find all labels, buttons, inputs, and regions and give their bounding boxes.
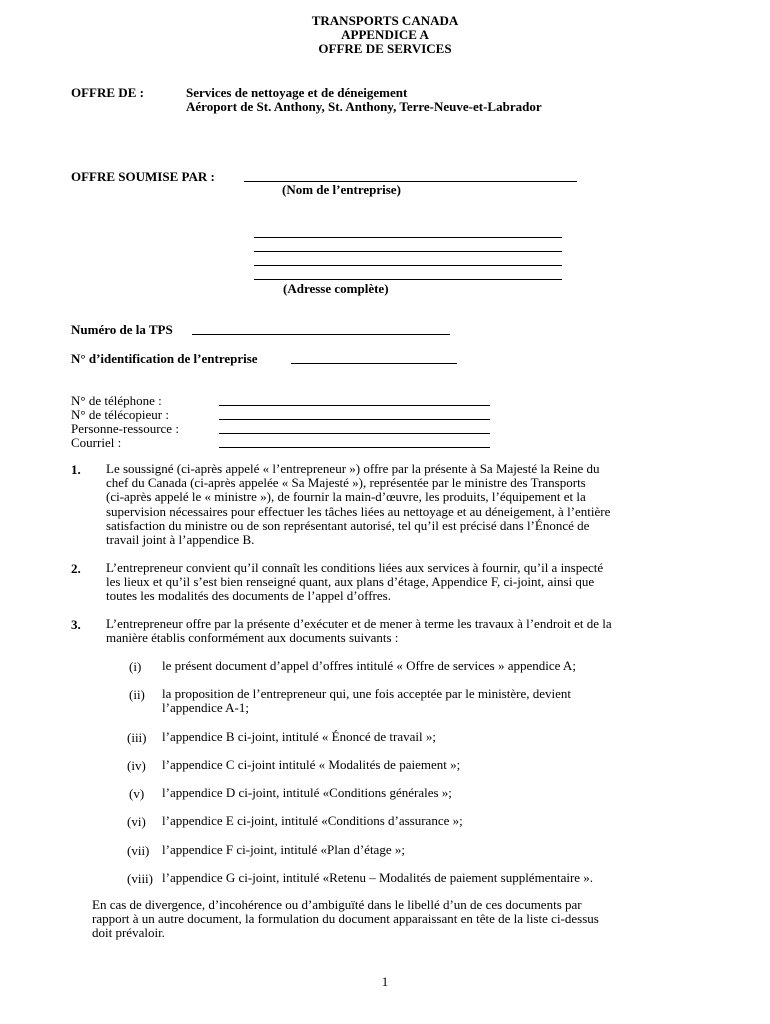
company-id-line[interactable] <box>291 363 457 364</box>
header-line-3: OFFRE DE SERVICES <box>318 41 452 56</box>
section-1-line: supervision nécessaires pour effectuer les tâches liées au nettoyage et au déneigement, à l’entière <box>106 503 611 519</box>
section-2-number: 2. <box>71 561 81 576</box>
offer-label: OFFRE DE : <box>71 85 144 100</box>
section-1-line: Le soussigné (ci-après appelé « l’entrepreneur ») offre par la présente à Sa Majesté la Reine du <box>106 461 600 476</box>
item-iv-text: l’appendice C ci-joint intitulé « Modalités de paiement »; <box>162 757 461 772</box>
section-3-line: L’entrepreneur offre par la présente d’exécuter et de mener à terme les travaux à l’endroit et de la <box>106 616 612 631</box>
phone-line[interactable] <box>219 405 490 406</box>
address-line-4[interactable] <box>254 279 562 280</box>
item-viii-number: (viii) <box>127 871 153 886</box>
tps-label: Numéro de la TPS <box>71 322 173 337</box>
item-vii-text: l’appendice F ci-joint, intitulé «Plan d’étage »; <box>162 842 405 857</box>
item-i-text: le présent document d’appel d’offres intitulé « Offre de services » appendice A; <box>162 658 576 673</box>
email-label: Courriel : <box>71 435 122 450</box>
section-3-line: manière établis conformément aux documents suivants : <box>106 630 399 646</box>
page-number: 1 <box>381 974 389 989</box>
section-2-text <box>106 561 603 604</box>
address-line-3[interactable] <box>254 265 562 266</box>
offer-line-1: Services de nettoyage et de déneigement <box>186 85 408 100</box>
section-1-line: (ci-après appelé le « ministre »), de fournir la main-d’œuvre, les produits, l’équipement et la <box>106 489 586 505</box>
fax-label: N° de télécopieur : <box>71 407 169 422</box>
closing-line: doit prévaloir. <box>92 925 165 941</box>
closing-line: En cas de divergence, d’incohérence ou d’ambiguïté dans le libellé d’un de ces documents par <box>92 897 582 912</box>
section-2-line: L’entrepreneur convient qu’il connaît les conditions liées aux services à fournir, qu’il a inspecté <box>106 560 604 575</box>
email-line[interactable] <box>219 447 490 448</box>
item-ii-line: l’appendice A-1; <box>162 700 249 716</box>
item-iii-text: l’appendice B ci-joint, intitulé « Énoncé de travail »; <box>162 729 436 744</box>
section-2-line: les lieux et qu’il s’est bien renseigné quant, aux plans d’étage, Appendice F, ci-joint, ainsi que <box>106 574 595 590</box>
address-line-1[interactable] <box>254 237 562 238</box>
contact-person-label: Personne-ressource : <box>71 421 179 436</box>
section-1-number: 1. <box>71 462 81 477</box>
address-line-2[interactable] <box>254 251 562 252</box>
section-2-line: toutes les modalités des documents de l’appel d’offres. <box>106 588 391 604</box>
section-3-number: 3. <box>71 617 81 632</box>
company-id-label: N° d’identification de l’entreprise <box>71 351 258 366</box>
section-1-line: travail joint à l’appendice B. <box>106 532 255 548</box>
tps-line[interactable] <box>192 334 450 335</box>
closing-paragraph <box>92 898 599 941</box>
section-1-line: chef du Canada (ci-après appelée « Sa Majesté »), représentée par le ministre des Transports <box>106 475 586 491</box>
item-ii-number: (ii) <box>129 687 145 702</box>
item-ii-line: la proposition de l’entrepreneur qui, une fois acceptée par le ministère, devient <box>162 686 571 701</box>
company-name-caption: (Nom de l’entreprise) <box>282 182 401 197</box>
header-line-1: TRANSPORTS CANADA <box>311 13 459 28</box>
item-vi-number: (vi) <box>127 814 146 829</box>
section-3-text <box>106 617 612 645</box>
item-iv-number: (iv) <box>127 758 146 773</box>
section-1-line: satisfaction du ministre ou de son représentant autorisé, tel qu’il est précisé dans l’Énoncé de <box>106 517 590 533</box>
item-ii-text <box>162 687 571 715</box>
item-vi-text: l’appendice E ci-joint, intitulé «Conditions d’assurance »; <box>162 813 463 828</box>
doc-header <box>0 14 770 56</box>
phone-label: N° de téléphone : <box>71 393 162 408</box>
item-i-number: (i) <box>129 659 142 674</box>
item-v-number: (v) <box>129 786 145 801</box>
header-line-2: APPENDICE A <box>341 27 429 42</box>
item-iii-number: (iii) <box>127 730 147 745</box>
closing-line: rapport à un autre document, la formulation du document apparaissant en tête de la liste ci-dessus <box>92 911 599 927</box>
item-vii-number: (vii) <box>127 843 150 858</box>
submitted-label: OFFRE SOUMISE PAR : <box>71 169 215 184</box>
item-v-text: l’appendice D ci-joint, intitulé «Conditions générales »; <box>162 785 452 800</box>
section-1-text <box>106 462 610 547</box>
contact-person-line[interactable] <box>219 433 490 434</box>
offer-line-2: Aéroport de St. Anthony, St. Anthony, Terre-Neuve-et-Labrador <box>186 99 542 114</box>
item-viii-text: l’appendice G ci-joint, intitulé «Retenu – Modalités de paiement supplémentaire ». <box>162 870 594 885</box>
address-caption: (Adresse complète) <box>283 281 389 296</box>
fax-line[interactable] <box>219 419 490 420</box>
